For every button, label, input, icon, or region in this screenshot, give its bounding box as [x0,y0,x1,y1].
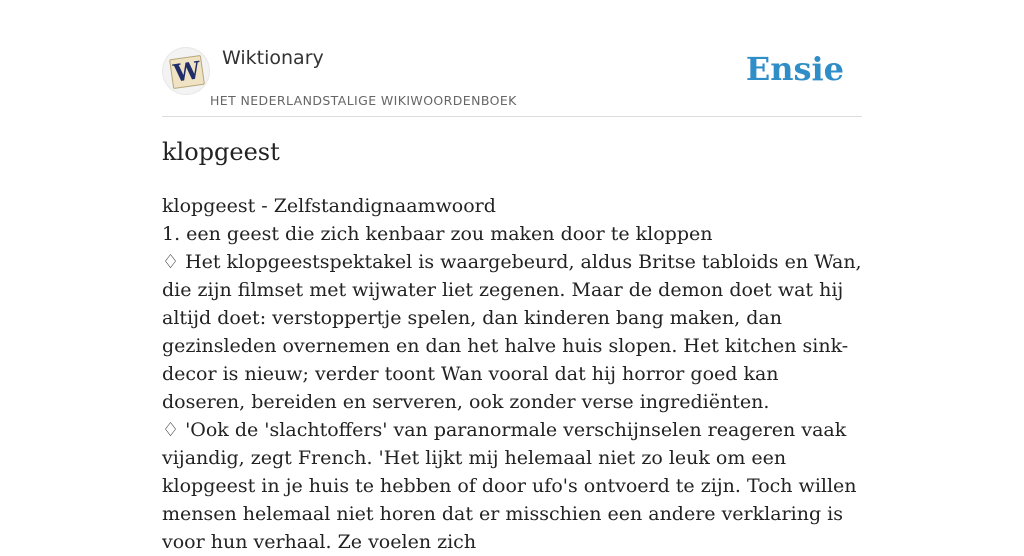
site-tagline: HET NEDERLANDSTALIGE WIKIWOORDENBOEK [210,93,517,108]
wiktionary-logo-icon[interactable] [162,47,210,95]
page-title: klopgeest [162,138,280,166]
definition: 1. een geest die zich kenbaar zou maken door te kloppen [162,223,713,245]
example-sentence: ♢ Het klopgeestspektakel is waargebeurd, aldus Britse tabloids en Wan, die zijn filmset met wijwater liet zegenen. Maar de demon doet wat hij altijd doet: verstoppertje spelen, dan kinderen bang maken, dan gezinsleden overnemen en dan het halve huis slopen. Het kitchen sink-decor is nieuw; verder toont Wan vooral dat hij horror goed kan doseren, bereiden en serveren, ook zonder verse ingrediënten. [162,251,862,413]
ensie-brand-link[interactable]: Ensie [745,50,844,88]
site-name[interactable]: Wiktionary [222,47,324,69]
logo-tile: W [169,55,205,89]
site-header [162,40,862,117]
example-sentence: ♢ 'Ook de 'slachtoffers' van paranormale verschijnselen reageren vaak vijandig, zegt French. 'Het lijkt mij helemaal niet zo leuk om een klopgeest in je huis te hebben of door ufo's ontvoerd te zijn. Toch willen mensen helemaal niet horen dat er misschien een andere verklaring is voor hun verhaal. Ze voelen zich [162,419,857,553]
entry-content [162,192,862,556]
part-of-speech-line: klopgeest - Zelfstandignaamwoord [162,195,496,217]
